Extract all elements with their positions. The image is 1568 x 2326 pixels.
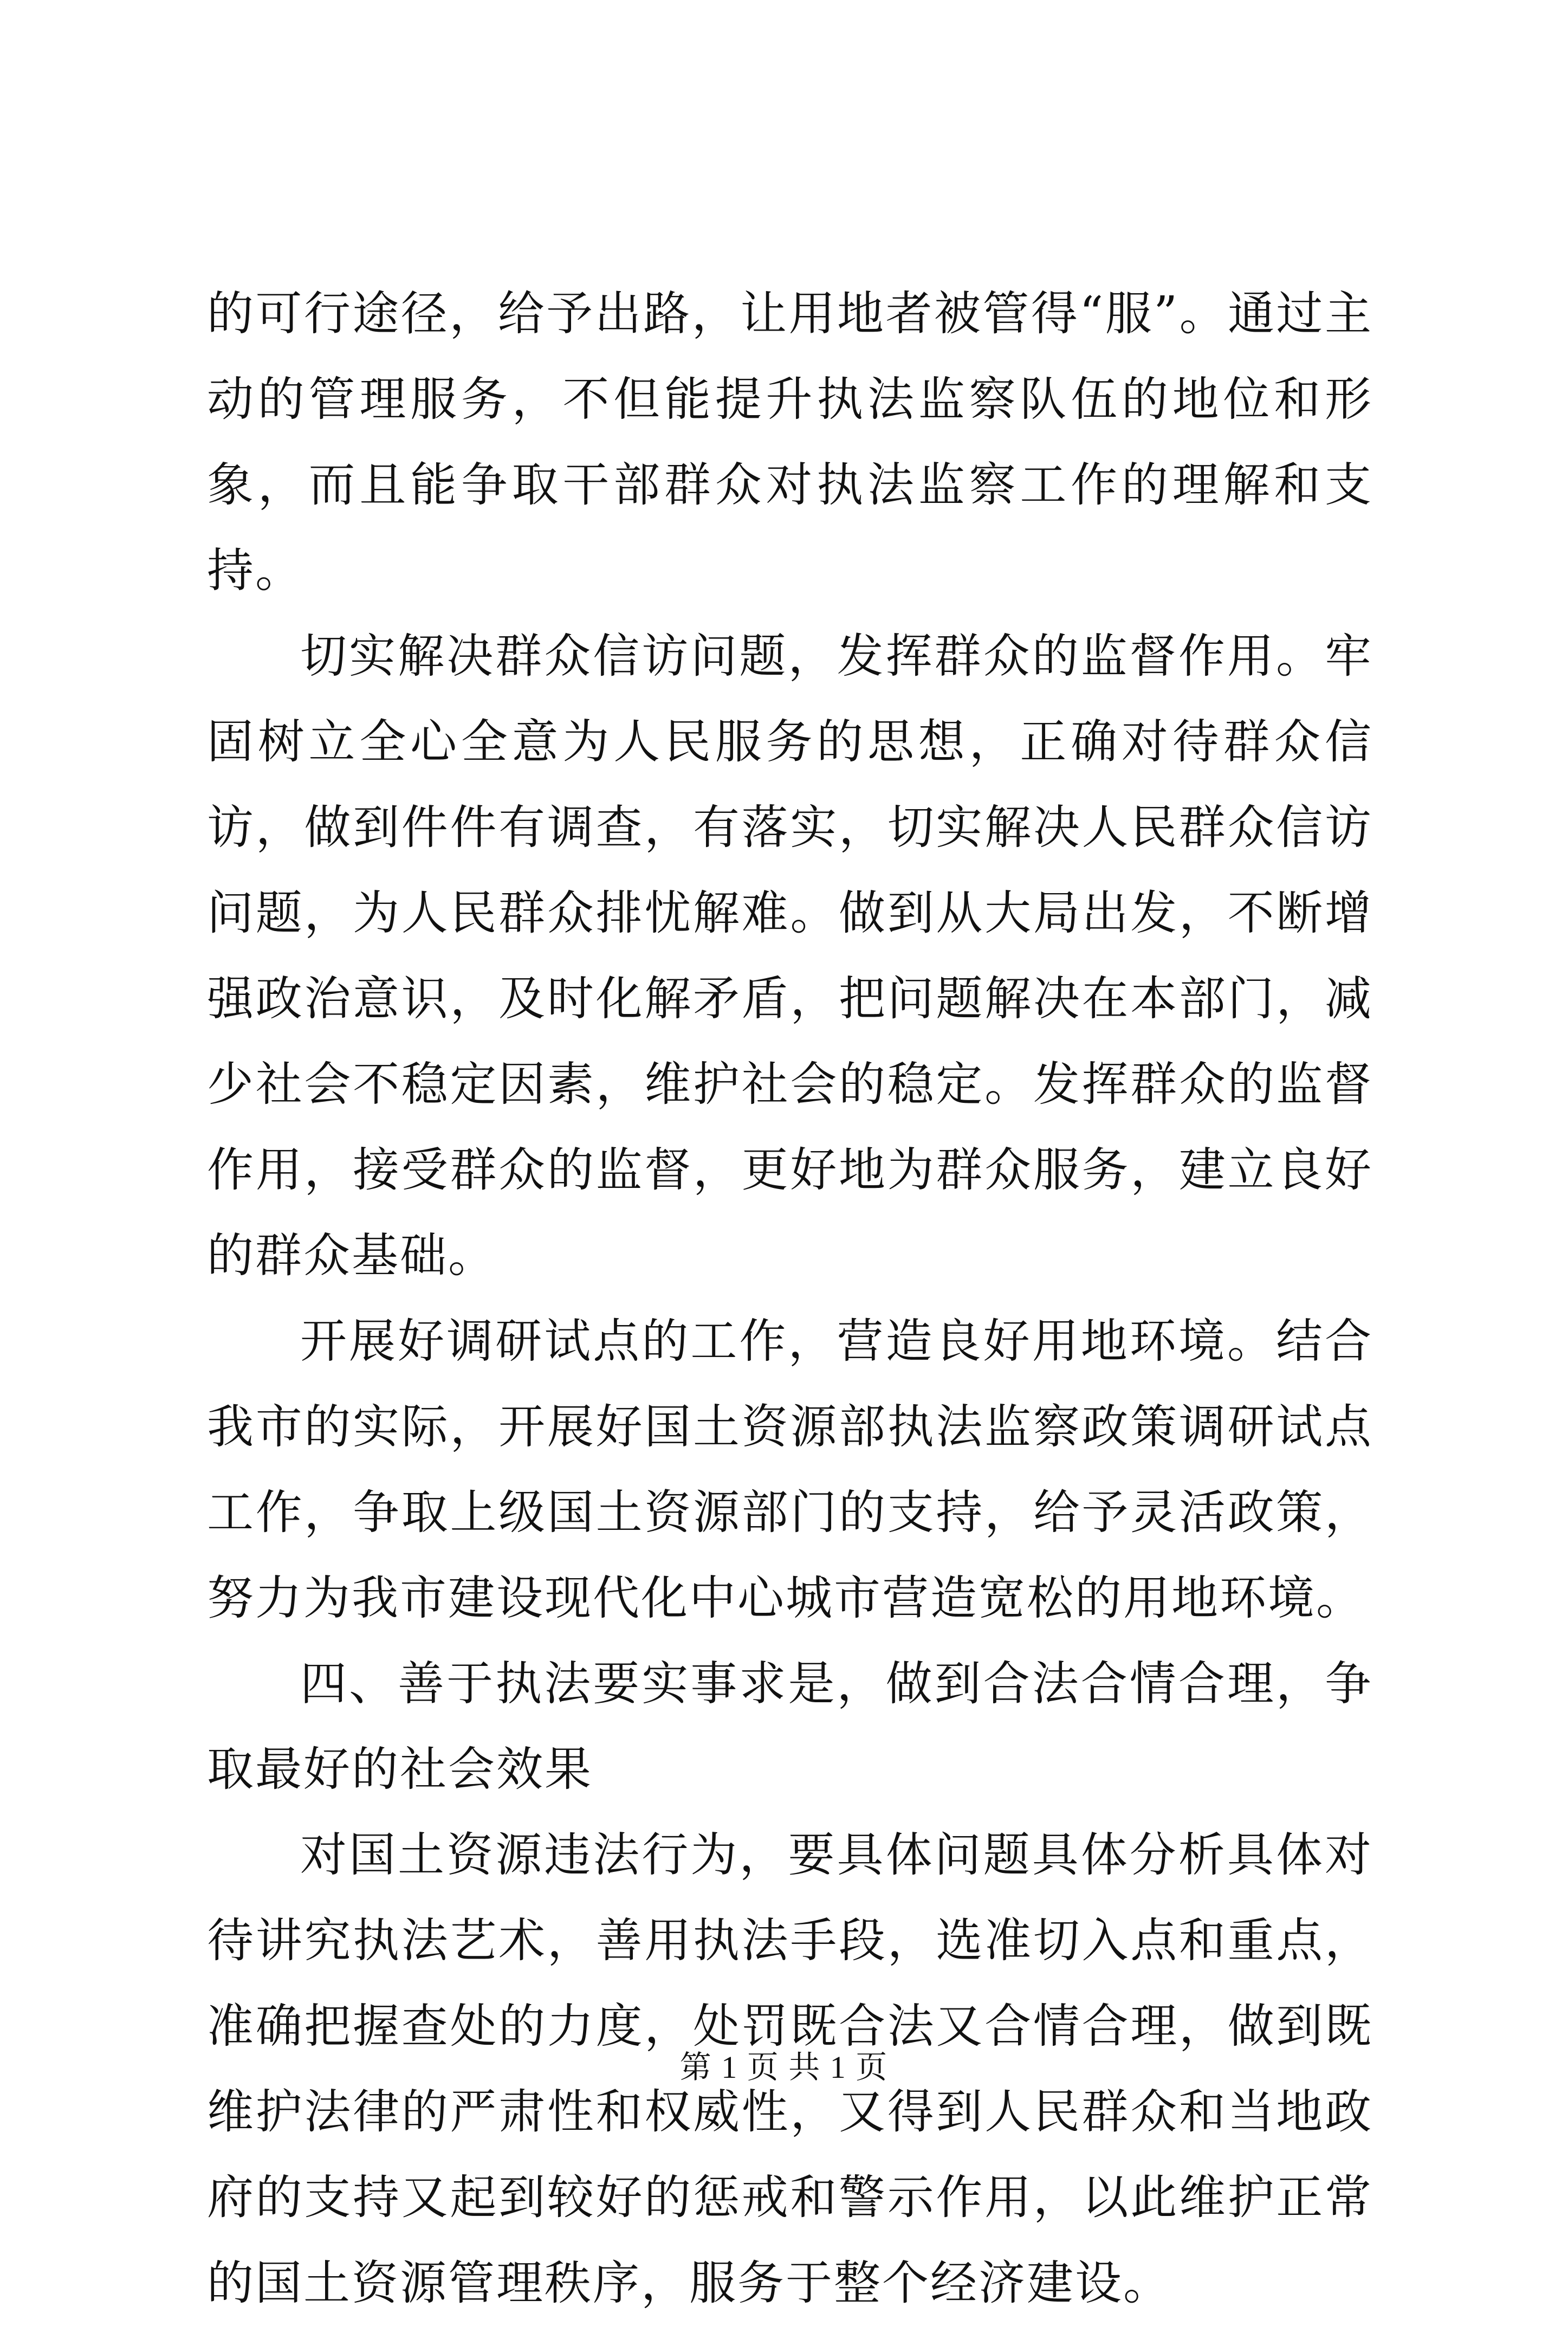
paragraph-petition: 切实解决群众信访问题，发挥群众的监督作用。牢固树立全心全意为人民服务的思想，正确对待群众信访，做到件件有调查，有落实，切实解决人民群众信访问题，为人民群众排忧解难。做到从大局出发，不断增强政治意识，及时化解矛盾，把问题解决在本部门，减少社会不稳定因素，维护社会的稳定。发挥群众的监督作用，接受群众的监督，更好地为群众服务，建立良好的群众基础。 (207, 629, 1373, 1283)
paragraph-pilot-research: 开展好调研试点的工作，营造良好用地环境。结合我市的实际，开展好国土资源部执法监察政策调研试点工作，争取上级国土资源部门的支持，给予灵活政策，努力为我市建设现代化中心城市营造宽松的用地环境。 (207, 1314, 1373, 1625)
section-heading-four: 四、善于执法要实事求是，做到合法合情合理，争取最好的社会效果 (207, 1657, 1373, 1797)
page-number-footer: 第 1 页 共 1 页 (679, 2050, 889, 2085)
document-body (207, 271, 1373, 2326)
paragraph-continuation: 的可行途径，给予出路，让用地者被管得“服”。通过主动的管理服务，不但能提升执法监察队伍的地位和形象，而且能争取干部群众对执法监察工作的理解和支持。 (207, 287, 1373, 598)
paragraph-enforcement: 对国土资源违法行为，要具体问题具体分析具体对待讲究执法艺术，善用执法手段，选准切入点和重点，准确把握查处的力度，处罚既合法又合情合理，做到既维护法律的严肃性和权威性，又得到人民群众和当地政府的支持又起到较好的惩戒和警示作用，以此维护正常的国土资源管理秩序，服务于整个经济建设。 (207, 1828, 1373, 2310)
